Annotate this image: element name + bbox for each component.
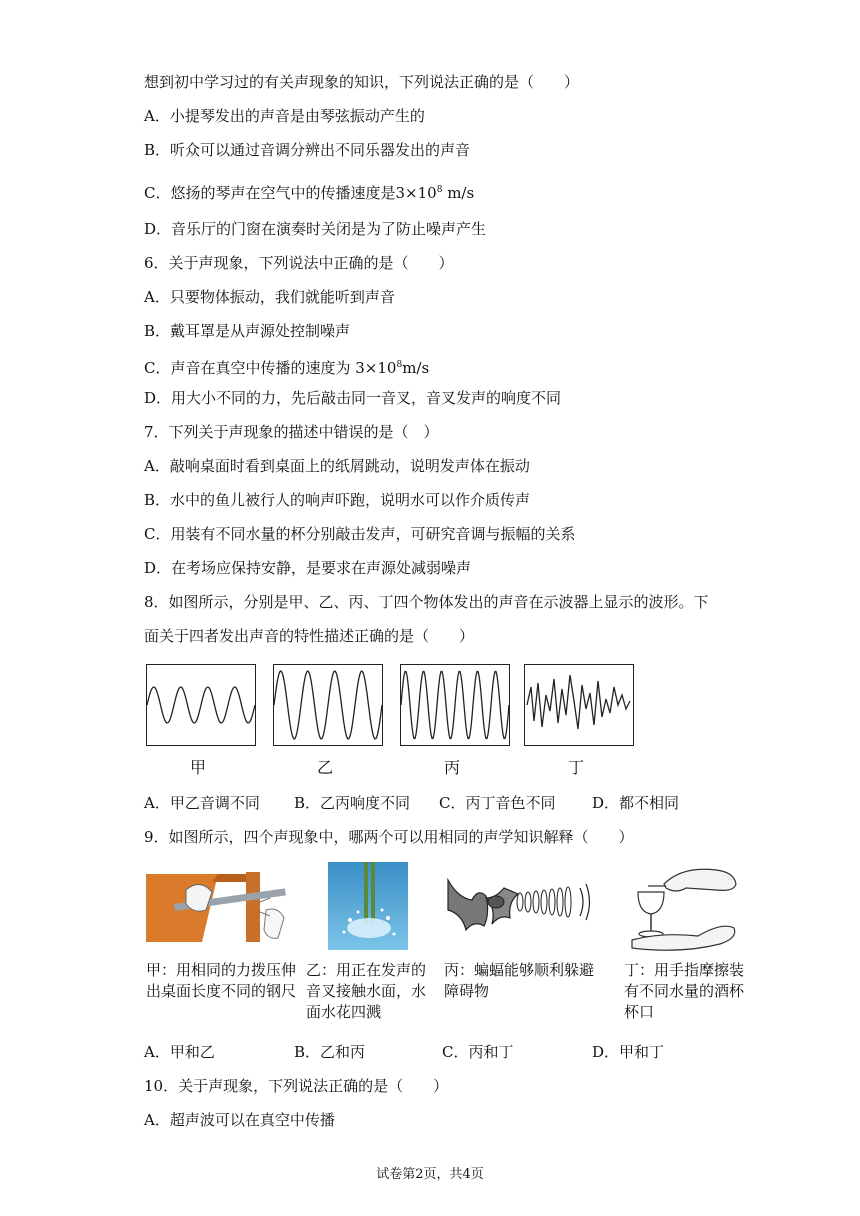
caption-jia: 甲：用相同的力拨压伸出桌面长度不同的钢尺 bbox=[146, 961, 297, 1000]
bat-echolocation-image bbox=[444, 868, 592, 948]
q5-option-d: D．音乐厅的门窗在演奏时关闭是为了防止噪声产生 bbox=[144, 220, 487, 238]
page-footer: 试卷第2页，共4页 bbox=[376, 1167, 484, 1182]
q7-option-d: D．在考场应保持安静，是要求在声源处减弱噪声 bbox=[144, 559, 472, 577]
waveform-label-yi: 乙 bbox=[317, 758, 334, 777]
q5-option-a: A．小提琴发出的声音是由琴弦振动产生的 bbox=[144, 107, 425, 125]
q5-option-c-unit: m/s bbox=[442, 184, 475, 202]
q6-option-d: D．用大小不同的力，先后敲击同一音叉，音叉发声的响度不同 bbox=[144, 389, 562, 407]
q5-option-c-value: 3×10 bbox=[395, 184, 437, 202]
q9-option-d: D．甲和丁 bbox=[592, 1043, 665, 1061]
q6-stem: 6．关于声现象，下列说法中正确的是（ ） bbox=[144, 254, 454, 272]
caption-ding: 丁：用手指摩擦装有不同水量的酒杯杯口 bbox=[624, 961, 745, 1021]
waveform-bing bbox=[400, 664, 510, 746]
q6-option-c bbox=[144, 355, 429, 378]
q5-stem: 想到初中学习过的有关声现象的知识，下列说法正确的是（ ） bbox=[144, 73, 580, 91]
q5-option-c-text: C．悠扬的琴声在空气中的传播速度是 bbox=[144, 184, 396, 202]
q8-option-a: A．甲乙音调不同 bbox=[144, 794, 260, 812]
q8-option-b: B．乙丙响度不同 bbox=[294, 794, 411, 812]
q9-option-a: A．甲和乙 bbox=[144, 1043, 215, 1061]
waveform-jia bbox=[146, 664, 256, 746]
tuning-fork-water-image bbox=[328, 862, 408, 950]
wine-glass-finger-image bbox=[624, 862, 740, 952]
q6-option-c-exponent: 8 bbox=[396, 360, 403, 370]
waveform-label-bing: 丙 bbox=[444, 758, 461, 777]
q8-option-c: C．丙丁音色不同 bbox=[439, 794, 556, 812]
q9-stem: 9．如图所示，四个声现象中，哪两个可以用相同的声学知识解释（ ） bbox=[144, 828, 634, 846]
q10-stem: 10．关于声现象，下列说法正确的是（ ） bbox=[144, 1077, 449, 1095]
q6-option-b: B．戴耳罩是从声源处控制噪声 bbox=[144, 322, 351, 340]
waveform-label-jia: 甲 bbox=[190, 758, 207, 777]
q5-option-c-exponent: 8 bbox=[436, 185, 443, 195]
q6-option-c-unit: m/s bbox=[402, 359, 430, 377]
waveform-ding bbox=[524, 664, 634, 746]
q7-option-a: A．敲响桌面时看到桌面上的纸屑跳动，说明发声体在振动 bbox=[144, 457, 530, 475]
q9-option-c: C．丙和丁 bbox=[442, 1043, 514, 1061]
q5-option-c bbox=[144, 180, 474, 203]
q7-stem: 7．下列关于声现象的描述中错误的是（ ） bbox=[144, 423, 439, 441]
q8-stem-line2: 面关于四者发出声音的特性描述正确的是（ ） bbox=[144, 627, 475, 645]
q7-option-b: B．水中的鱼儿被行人的响声吓跑，说明水可以作介质传声 bbox=[144, 491, 531, 509]
q8-stem-line1: 8．如图所示，分别是甲、乙、丙、丁四个物体发出的声音在示波器上显示的波形。下 bbox=[144, 593, 709, 611]
q6-option-a: A．只要物体振动，我们就能听到声音 bbox=[144, 288, 395, 306]
waveform-yi bbox=[273, 664, 383, 746]
waveform-label-ding: 丁 bbox=[568, 758, 585, 777]
q7-option-c: C．用装有不同水量的杯分别敲击发声，可研究音调与振幅的关系 bbox=[144, 525, 576, 543]
q6-option-c-text: C．声音在真空中传播的速度为 3×10 bbox=[144, 359, 397, 377]
ruler-on-table-image bbox=[146, 864, 296, 948]
q8-option-d: D．都不相同 bbox=[592, 794, 680, 812]
q5-option-b: B．听众可以通过音调分辨出不同乐器发出的声音 bbox=[144, 141, 471, 159]
caption-yi: 乙：用正在发声的音叉接触水面，水面水花四溅 bbox=[306, 961, 427, 1021]
q10-option-a: A．超声波可以在真空中传播 bbox=[144, 1111, 335, 1129]
q9-option-b: B．乙和丙 bbox=[294, 1043, 366, 1061]
caption-bing: 丙：蝙蝠能够顺利躲避障碍物 bbox=[444, 961, 595, 1000]
